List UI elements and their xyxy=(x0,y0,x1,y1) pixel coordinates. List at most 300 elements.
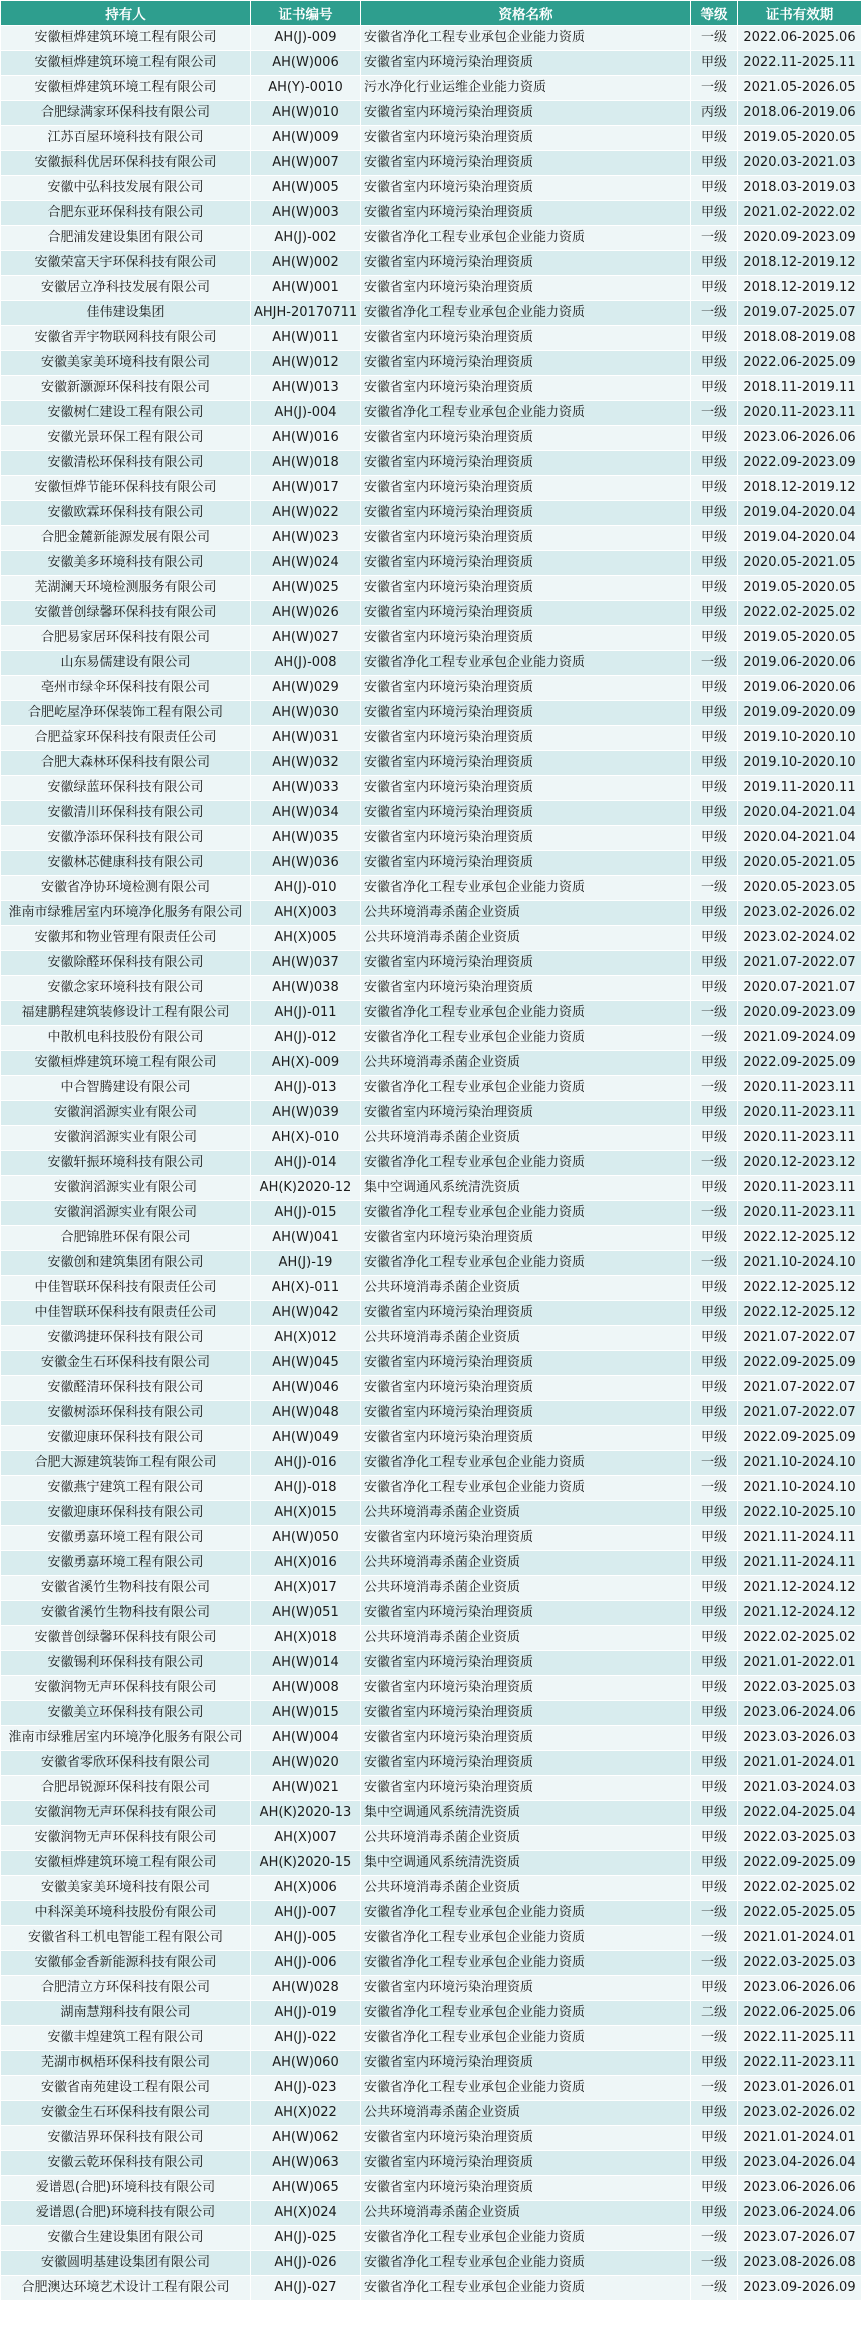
qualification-cell: 公共环境消毒杀菌企业资质 xyxy=(361,1326,691,1351)
valid-period-cell: 2019.04-2020.04 xyxy=(738,501,861,526)
table-row xyxy=(1,426,861,451)
valid-period-cell: 2022.03-2025.03 xyxy=(738,1951,861,1976)
valid-period-cell: 2019.10-2020.10 xyxy=(738,751,861,776)
cert-number-cell: AH(W)062 xyxy=(251,2126,361,2151)
qualification-cell: 安徽省室内环境污染治理资质 xyxy=(361,801,691,826)
holder-cell: 安徽润滔源实业有限公司 xyxy=(1,1126,251,1151)
table-row xyxy=(1,251,861,276)
cert-number-cell: AH(W)039 xyxy=(251,1101,361,1126)
qualification-cell: 安徽省室内环境污染治理资质 xyxy=(361,426,691,451)
qualification-cell: 安徽省室内环境污染治理资质 xyxy=(361,1726,691,1751)
qualification-cell: 安徽省室内环境污染治理资质 xyxy=(361,1351,691,1376)
cert-number-cell: AH(X)-009 xyxy=(251,1051,361,1076)
qualification-cell: 安徽省净化工程专业承包企业能力资质 xyxy=(361,1251,691,1276)
table-row xyxy=(1,726,861,751)
valid-period-cell: 2022.02-2025.02 xyxy=(738,1626,861,1651)
level-cell: 甲级 xyxy=(691,1276,738,1301)
valid-period-cell: 2018.08-2019.08 xyxy=(738,326,861,351)
table-row xyxy=(1,1476,861,1501)
table-row xyxy=(1,51,861,76)
level-cell: 一级 xyxy=(691,1451,738,1476)
table-row xyxy=(1,201,861,226)
qualification-cell: 安徽省室内环境污染治理资质 xyxy=(361,2151,691,2176)
level-cell: 甲级 xyxy=(691,551,738,576)
table-row xyxy=(1,1201,861,1226)
cert-number-cell: AH(W)011 xyxy=(251,326,361,351)
level-cell: 甲级 xyxy=(691,1501,738,1526)
holder-cell: 安徽省溪竹生物科技有限公司 xyxy=(1,1601,251,1626)
table-row xyxy=(1,1251,861,1276)
cert-number-cell: AH(W)003 xyxy=(251,201,361,226)
valid-period-cell: 2021.12-2024.12 xyxy=(738,1601,861,1626)
holder-cell: 安徽醛清环保科技有限公司 xyxy=(1,1376,251,1401)
holder-cell: 安徽林芯健康科技有限公司 xyxy=(1,851,251,876)
qualification-cell: 安徽省室内环境污染治理资质 xyxy=(361,826,691,851)
table-row xyxy=(1,401,861,426)
holder-cell: 湖南慧翔科技有限公司 xyxy=(1,2001,251,2026)
column-header-qualification: 资格名称 xyxy=(361,1,691,26)
table-row xyxy=(1,2026,861,2051)
qualification-cell: 公共环境消毒杀菌企业资质 xyxy=(361,1126,691,1151)
table-row xyxy=(1,1026,861,1051)
cert-number-cell: AH(W)041 xyxy=(251,1226,361,1251)
valid-period-cell: 2022.09-2025.09 xyxy=(738,1426,861,1451)
valid-period-cell: 2020.11-2023.11 xyxy=(738,1126,861,1151)
qualification-cell: 安徽省室内环境污染治理资质 xyxy=(361,601,691,626)
qualification-cell: 污水净化行业运维企业能力资质 xyxy=(361,76,691,101)
level-cell: 甲级 xyxy=(691,926,738,951)
table-row xyxy=(1,801,861,826)
holder-cell: 芜湖市枫梧环保科技有限公司 xyxy=(1,2051,251,2076)
level-cell: 甲级 xyxy=(691,1226,738,1251)
valid-period-cell: 2021.09-2024.09 xyxy=(738,1026,861,1051)
cert-number-cell: AH(J)-018 xyxy=(251,1476,361,1501)
table-row xyxy=(1,101,861,126)
qualification-cell: 公共环境消毒杀菌企业资质 xyxy=(361,1551,691,1576)
holder-cell: 合肥大源建筑装饰工程有限公司 xyxy=(1,1451,251,1476)
level-cell: 甲级 xyxy=(691,1126,738,1151)
cert-number-cell: AH(W)037 xyxy=(251,951,361,976)
holder-cell: 安徽桓烨建筑环境工程有限公司 xyxy=(1,76,251,101)
table-row xyxy=(1,751,861,776)
cert-number-cell: AH(J)-007 xyxy=(251,1901,361,1926)
cert-number-cell: AH(J)-027 xyxy=(251,2276,361,2301)
cert-number-cell: AH(W)029 xyxy=(251,676,361,701)
table-row xyxy=(1,551,861,576)
cert-number-cell: AH(X)016 xyxy=(251,1551,361,1576)
qualification-cell: 集中空调通风系统清洗资质 xyxy=(361,1176,691,1201)
table-row xyxy=(1,626,861,651)
valid-period-cell: 2022.09-2025.09 xyxy=(738,1351,861,1376)
holder-cell: 安徽省弄宇物联网科技有限公司 xyxy=(1,326,251,351)
valid-period-cell: 2023.06-2024.06 xyxy=(738,1701,861,1726)
holder-cell: 山东易儒建设有限公司 xyxy=(1,651,251,676)
holder-cell: 安徽创和建筑集团有限公司 xyxy=(1,1251,251,1276)
table-row xyxy=(1,326,861,351)
qualification-cell: 公共环境消毒杀菌企业资质 xyxy=(361,1501,691,1526)
table-row xyxy=(1,76,861,101)
level-cell: 一级 xyxy=(691,1026,738,1051)
level-cell: 甲级 xyxy=(691,1826,738,1851)
table-row xyxy=(1,1651,861,1676)
qualification-cell: 安徽省室内环境污染治理资质 xyxy=(361,1976,691,2001)
level-cell: 甲级 xyxy=(691,51,738,76)
qualification-cell: 安徽省室内环境污染治理资质 xyxy=(361,701,691,726)
level-cell: 甲级 xyxy=(691,851,738,876)
valid-period-cell: 2020.05-2021.05 xyxy=(738,851,861,876)
qualification-cell: 安徽省室内环境污染治理资质 xyxy=(361,776,691,801)
holder-cell: 安徽美立环保科技有限公司 xyxy=(1,1701,251,1726)
valid-period-cell: 2023.07-2026.07 xyxy=(738,2226,861,2251)
holder-cell: 安徽省零欣环保科技有限公司 xyxy=(1,1751,251,1776)
table-row xyxy=(1,951,861,976)
cert-number-cell: AH(K)2020-15 xyxy=(251,1851,361,1876)
qualification-cell: 安徽省净化工程专业承包企业能力资质 xyxy=(361,2251,691,2276)
qualification-cell: 安徽省净化工程专业承包企业能力资质 xyxy=(361,876,691,901)
cert-number-cell: AH(W)021 xyxy=(251,1776,361,1801)
holder-cell: 安徽新灏源环保科技有限公司 xyxy=(1,376,251,401)
table-row xyxy=(1,926,861,951)
holder-cell: 合肥易家居环保科技有限公司 xyxy=(1,626,251,651)
qualification-cell: 安徽省室内环境污染治理资质 xyxy=(361,1776,691,1801)
valid-period-cell: 2020.05-2023.05 xyxy=(738,876,861,901)
holder-cell: 安徽燕宁建筑工程有限公司 xyxy=(1,1476,251,1501)
cert-number-cell: AH(J)-004 xyxy=(251,401,361,426)
level-cell: 甲级 xyxy=(691,1601,738,1626)
table-row xyxy=(1,651,861,676)
valid-period-cell: 2022.10-2025.10 xyxy=(738,1501,861,1526)
valid-period-cell: 2018.12-2019.12 xyxy=(738,476,861,501)
holder-cell: 合肥金麓新能源发展有限公司 xyxy=(1,526,251,551)
valid-period-cell: 2021.03-2024.03 xyxy=(738,1776,861,1801)
holder-cell: 安徽迎康环保科技有限公司 xyxy=(1,1426,251,1451)
level-cell: 一级 xyxy=(691,1901,738,1926)
level-cell: 一级 xyxy=(691,2226,738,2251)
table-row xyxy=(1,1176,861,1201)
valid-period-cell: 2022.06-2025.06 xyxy=(738,26,861,51)
cert-number-cell: AH(W)065 xyxy=(251,2176,361,2201)
qualification-cell: 安徽省净化工程专业承包企业能力资质 xyxy=(361,1476,691,1501)
table-row xyxy=(1,2076,861,2101)
table-row xyxy=(1,1126,861,1151)
qualification-cell: 公共环境消毒杀菌企业资质 xyxy=(361,1051,691,1076)
qualification-cell: 安徽省室内环境污染治理资质 xyxy=(361,276,691,301)
valid-period-cell: 2020.04-2021.04 xyxy=(738,826,861,851)
holder-cell: 合肥益家环保科技有限责任公司 xyxy=(1,726,251,751)
table-row xyxy=(1,976,861,1001)
valid-period-cell: 2019.05-2020.05 xyxy=(738,576,861,601)
table-row xyxy=(1,1726,861,1751)
cert-number-cell: AH(W)015 xyxy=(251,1701,361,1726)
cert-number-cell: AH(J)-025 xyxy=(251,2226,361,2251)
valid-period-cell: 2023.02-2024.02 xyxy=(738,926,861,951)
valid-period-cell: 2018.11-2019.11 xyxy=(738,376,861,401)
qualification-cell: 安徽省室内环境污染治理资质 xyxy=(361,551,691,576)
valid-period-cell: 2020.12-2023.12 xyxy=(738,1151,861,1176)
level-cell: 甲级 xyxy=(691,1676,738,1701)
holder-cell: 中科深美环境科技股份有限公司 xyxy=(1,1901,251,1926)
valid-period-cell: 2020.04-2021.04 xyxy=(738,801,861,826)
holder-cell: 安徽清松环保科技有限公司 xyxy=(1,451,251,476)
table-row xyxy=(1,526,861,551)
level-cell: 甲级 xyxy=(691,451,738,476)
holder-cell: 安徽光景环保工程有限公司 xyxy=(1,426,251,451)
holder-cell: 福建鹏程建筑装修设计工程有限公司 xyxy=(1,1001,251,1026)
valid-period-cell: 2020.11-2023.11 xyxy=(738,1176,861,1201)
valid-period-cell: 2021.07-2022.07 xyxy=(738,951,861,976)
holder-cell: 安徽合生建设集团有限公司 xyxy=(1,2226,251,2251)
table-row xyxy=(1,1876,861,1901)
holder-cell: 安徽居立净科技发展有限公司 xyxy=(1,276,251,301)
cert-number-cell: AH(X)012 xyxy=(251,1326,361,1351)
table-row xyxy=(1,1401,861,1426)
table-row xyxy=(1,1451,861,1476)
cert-number-cell: AH(J)-026 xyxy=(251,2251,361,2276)
qualification-cell: 公共环境消毒杀菌企业资质 xyxy=(361,1626,691,1651)
cert-number-cell: AH(W)023 xyxy=(251,526,361,551)
cert-number-cell: AH(J)-019 xyxy=(251,2001,361,2026)
level-cell: 甲级 xyxy=(691,1751,738,1776)
level-cell: 甲级 xyxy=(691,176,738,201)
valid-period-cell: 2018.12-2019.12 xyxy=(738,276,861,301)
holder-cell: 江苏百屋环境科技有限公司 xyxy=(1,126,251,151)
holder-cell: 安徽除醛环保科技有限公司 xyxy=(1,951,251,976)
holder-cell: 淮南市绿雅居室内环境净化服务有限公司 xyxy=(1,1726,251,1751)
cert-number-cell: AH(X)-010 xyxy=(251,1126,361,1151)
qualification-cell: 安徽省净化工程专业承包企业能力资质 xyxy=(361,2226,691,2251)
column-header-cert-no: 证书编号 xyxy=(251,1,361,26)
qualification-cell: 安徽省室内环境污染治理资质 xyxy=(361,1701,691,1726)
valid-period-cell: 2022.11-2023.11 xyxy=(738,2051,861,2076)
valid-period-cell: 2020.09-2023.09 xyxy=(738,226,861,251)
table-row xyxy=(1,376,861,401)
level-cell: 甲级 xyxy=(691,1726,738,1751)
table-row xyxy=(1,851,861,876)
qualification-cell: 安徽省室内环境污染治理资质 xyxy=(361,851,691,876)
cert-number-cell: AH(W)025 xyxy=(251,576,361,601)
qualification-cell: 安徽省室内环境污染治理资质 xyxy=(361,1226,691,1251)
holder-cell: 安徽迎康环保科技有限公司 xyxy=(1,1501,251,1526)
qualification-cell: 安徽省净化工程专业承包企业能力资质 xyxy=(361,2001,691,2026)
qualification-cell: 安徽省室内环境污染治理资质 xyxy=(361,151,691,176)
table-row xyxy=(1,876,861,901)
level-cell: 甲级 xyxy=(691,1101,738,1126)
level-cell: 甲级 xyxy=(691,1176,738,1201)
holder-cell: 安徽桓烨建筑环境工程有限公司 xyxy=(1,26,251,51)
cert-number-cell: AH(W)036 xyxy=(251,851,361,876)
qualification-cell: 安徽省室内环境污染治理资质 xyxy=(361,2126,691,2151)
cert-number-cell: AH(W)004 xyxy=(251,1726,361,1751)
holder-cell: 安徽郁金香新能源科技有限公司 xyxy=(1,1951,251,1976)
valid-period-cell: 2019.04-2020.04 xyxy=(738,526,861,551)
qualification-cell: 安徽省室内环境污染治理资质 xyxy=(361,951,691,976)
holder-cell: 中佳智联环保科技有限责任公司 xyxy=(1,1301,251,1326)
valid-period-cell: 2023.06-2024.06 xyxy=(738,2201,861,2226)
holder-cell: 安徽润物无声环保科技有限公司 xyxy=(1,1826,251,1851)
holder-cell: 安徽树添环保科技有限公司 xyxy=(1,1401,251,1426)
cert-number-cell: AH(W)007 xyxy=(251,151,361,176)
level-cell: 甲级 xyxy=(691,1401,738,1426)
valid-period-cell: 2022.12-2025.12 xyxy=(738,1301,861,1326)
holder-cell: 安徽勇嘉环境工程有限公司 xyxy=(1,1526,251,1551)
cert-number-cell: AH(W)063 xyxy=(251,2151,361,2176)
cert-number-cell: AH(X)006 xyxy=(251,1876,361,1901)
level-cell: 甲级 xyxy=(691,576,738,601)
holder-cell: 安徽净添环保科技有限公司 xyxy=(1,826,251,851)
cert-number-cell: AH(X)018 xyxy=(251,1626,361,1651)
valid-period-cell: 2021.05-2026.05 xyxy=(738,76,861,101)
table-row xyxy=(1,1976,861,2001)
qualification-cell: 安徽省净化工程专业承包企业能力资质 xyxy=(361,1926,691,1951)
table-row xyxy=(1,2226,861,2251)
table-row xyxy=(1,476,861,501)
level-cell: 甲级 xyxy=(691,326,738,351)
qualification-cell: 安徽省室内环境污染治理资质 xyxy=(361,1601,691,1626)
holder-cell: 安徽荣富天宇环保科技有限公司 xyxy=(1,251,251,276)
qualification-cell: 安徽省室内环境污染治理资质 xyxy=(361,751,691,776)
valid-period-cell: 2019.09-2020.09 xyxy=(738,701,861,726)
valid-period-cell: 2021.12-2024.12 xyxy=(738,1576,861,1601)
qualification-cell: 安徽省净化工程专业承包企业能力资质 xyxy=(361,2276,691,2301)
qualification-cell: 公共环境消毒杀菌企业资质 xyxy=(361,2101,691,2126)
level-cell: 一级 xyxy=(691,26,738,51)
level-cell: 一级 xyxy=(691,876,738,901)
holder-cell: 安徽鸿捷环保科技有限公司 xyxy=(1,1326,251,1351)
valid-period-cell: 2021.11-2024.11 xyxy=(738,1526,861,1551)
qualification-cell: 安徽省净化工程专业承包企业能力资质 xyxy=(361,1151,691,1176)
holder-cell: 安徽美家美环境科技有限公司 xyxy=(1,351,251,376)
level-cell: 甲级 xyxy=(691,501,738,526)
holder-cell: 安徽邦和物业管理有限责任公司 xyxy=(1,926,251,951)
level-cell: 甲级 xyxy=(691,626,738,651)
valid-period-cell: 2021.07-2022.07 xyxy=(738,1376,861,1401)
holder-cell: 合肥清立方环保科技有限公司 xyxy=(1,1976,251,2001)
valid-period-cell: 2023.06-2026.06 xyxy=(738,2176,861,2201)
holder-cell: 安徽润滔源实业有限公司 xyxy=(1,1201,251,1226)
cert-number-cell: AH(Y)-0010 xyxy=(251,76,361,101)
qualification-cell: 安徽省净化工程专业承包企业能力资质 xyxy=(361,1001,691,1026)
table-row xyxy=(1,2151,861,2176)
valid-period-cell: 2023.01-2026.01 xyxy=(738,2076,861,2101)
qualification-cell: 安徽省净化工程专业承包企业能力资质 xyxy=(361,26,691,51)
level-cell: 甲级 xyxy=(691,1526,738,1551)
holder-cell: 安徽桓烨建筑环境工程有限公司 xyxy=(1,1051,251,1076)
holder-cell: 安徽云乾环保科技有限公司 xyxy=(1,2151,251,2176)
level-cell: 甲级 xyxy=(691,1301,738,1326)
valid-period-cell: 2021.11-2024.11 xyxy=(738,1551,861,1576)
cert-number-cell: AH(J)-010 xyxy=(251,876,361,901)
level-cell: 甲级 xyxy=(691,2101,738,2126)
holder-cell: 安徽洁界环保科技有限公司 xyxy=(1,2126,251,2151)
qualification-cell: 公共环境消毒杀菌企业资质 xyxy=(361,1826,691,1851)
holder-cell: 安徽念家环境科技有限公司 xyxy=(1,976,251,1001)
qualification-cell: 安徽省净化工程专业承包企业能力资质 xyxy=(361,1076,691,1101)
qualification-cell: 安徽省净化工程专业承包企业能力资质 xyxy=(361,651,691,676)
table-row xyxy=(1,1626,861,1651)
holder-cell: 合肥东亚环保科技有限公司 xyxy=(1,201,251,226)
table-row xyxy=(1,1776,861,1801)
holder-cell: 爱谱恩(合肥)环境科技有限公司 xyxy=(1,2176,251,2201)
cert-number-cell: AH(W)022 xyxy=(251,501,361,526)
cert-number-cell: AH(W)034 xyxy=(251,801,361,826)
cert-number-cell: AH(W)060 xyxy=(251,2051,361,2076)
table-row xyxy=(1,1526,861,1551)
level-cell: 甲级 xyxy=(691,1376,738,1401)
qualification-cell: 安徽省净化工程专业承包企业能力资质 xyxy=(361,2026,691,2051)
level-cell: 一级 xyxy=(691,651,738,676)
valid-period-cell: 2021.02-2022.02 xyxy=(738,201,861,226)
level-cell: 甲级 xyxy=(691,1626,738,1651)
qualification-cell: 安徽省室内环境污染治理资质 xyxy=(361,726,691,751)
qualification-cell: 公共环境消毒杀菌企业资质 xyxy=(361,926,691,951)
level-cell: 一级 xyxy=(691,1251,738,1276)
table-row xyxy=(1,126,861,151)
qualification-cell: 安徽省室内环境污染治理资质 xyxy=(361,1401,691,1426)
qualification-cell: 安徽省室内环境污染治理资质 xyxy=(361,476,691,501)
table-row xyxy=(1,601,861,626)
cert-number-cell: AH(W)049 xyxy=(251,1426,361,1451)
level-cell: 甲级 xyxy=(691,951,738,976)
cert-number-cell: AH(J)-006 xyxy=(251,1951,361,1976)
holder-cell: 淮南市绿雅居室内环境净化服务有限公司 xyxy=(1,901,251,926)
holder-cell: 合肥绿满家环保科技有限公司 xyxy=(1,101,251,126)
table-row xyxy=(1,351,861,376)
cert-number-cell: AH(W)014 xyxy=(251,1651,361,1676)
holder-cell: 亳州市绿伞环保科技有限公司 xyxy=(1,676,251,701)
qualification-cell: 安徽省室内环境污染治理资质 xyxy=(361,251,691,276)
cert-number-cell: AH(X)007 xyxy=(251,1826,361,1851)
cert-number-cell: AH(W)024 xyxy=(251,551,361,576)
level-cell: 甲级 xyxy=(691,201,738,226)
holder-cell: 安徽金生石环保科技有限公司 xyxy=(1,1351,251,1376)
level-cell: 甲级 xyxy=(691,1351,738,1376)
qualification-cell: 公共环境消毒杀菌企业资质 xyxy=(361,901,691,926)
valid-period-cell: 2023.08-2026.08 xyxy=(738,2251,861,2276)
level-cell: 甲级 xyxy=(691,1426,738,1451)
table-row xyxy=(1,1851,861,1876)
valid-period-cell: 2023.06-2026.06 xyxy=(738,1976,861,2001)
level-cell: 一级 xyxy=(691,2276,738,2301)
cert-number-cell: AH(X)015 xyxy=(251,1501,361,1526)
qualification-cell: 安徽省室内环境污染治理资质 xyxy=(361,2176,691,2201)
cert-number-cell: AH(J)-005 xyxy=(251,1926,361,1951)
valid-period-cell: 2021.10-2024.10 xyxy=(738,1451,861,1476)
qualification-cell: 安徽省室内环境污染治理资质 xyxy=(361,1526,691,1551)
holder-cell: 安徽金生石环保科技有限公司 xyxy=(1,2101,251,2126)
qualification-cell: 安徽省室内环境污染治理资质 xyxy=(361,501,691,526)
level-cell: 甲级 xyxy=(691,1851,738,1876)
valid-period-cell: 2018.12-2019.12 xyxy=(738,251,861,276)
level-cell: 甲级 xyxy=(691,776,738,801)
valid-period-cell: 2022.11-2025.11 xyxy=(738,51,861,76)
holder-cell: 安徽省溪竹生物科技有限公司 xyxy=(1,1576,251,1601)
holder-cell: 安徽桓烨建筑环境工程有限公司 xyxy=(1,51,251,76)
level-cell: 甲级 xyxy=(691,526,738,551)
cert-number-cell: AH(W)010 xyxy=(251,101,361,126)
valid-period-cell: 2021.10-2024.10 xyxy=(738,1476,861,1501)
level-cell: 甲级 xyxy=(691,751,738,776)
table-row xyxy=(1,1576,861,1601)
valid-period-cell: 2019.10-2020.10 xyxy=(738,726,861,751)
qualification-cell: 安徽省室内环境污染治理资质 xyxy=(361,626,691,651)
table-row xyxy=(1,26,861,51)
holder-cell: 中合智腾建设有限公司 xyxy=(1,1076,251,1101)
cert-number-cell: AH(J)-013 xyxy=(251,1076,361,1101)
valid-period-cell: 2023.06-2026.06 xyxy=(738,426,861,451)
qualification-cell: 安徽省室内环境污染治理资质 xyxy=(361,976,691,1001)
table-row xyxy=(1,1226,861,1251)
cert-number-cell: AH(X)-011 xyxy=(251,1276,361,1301)
